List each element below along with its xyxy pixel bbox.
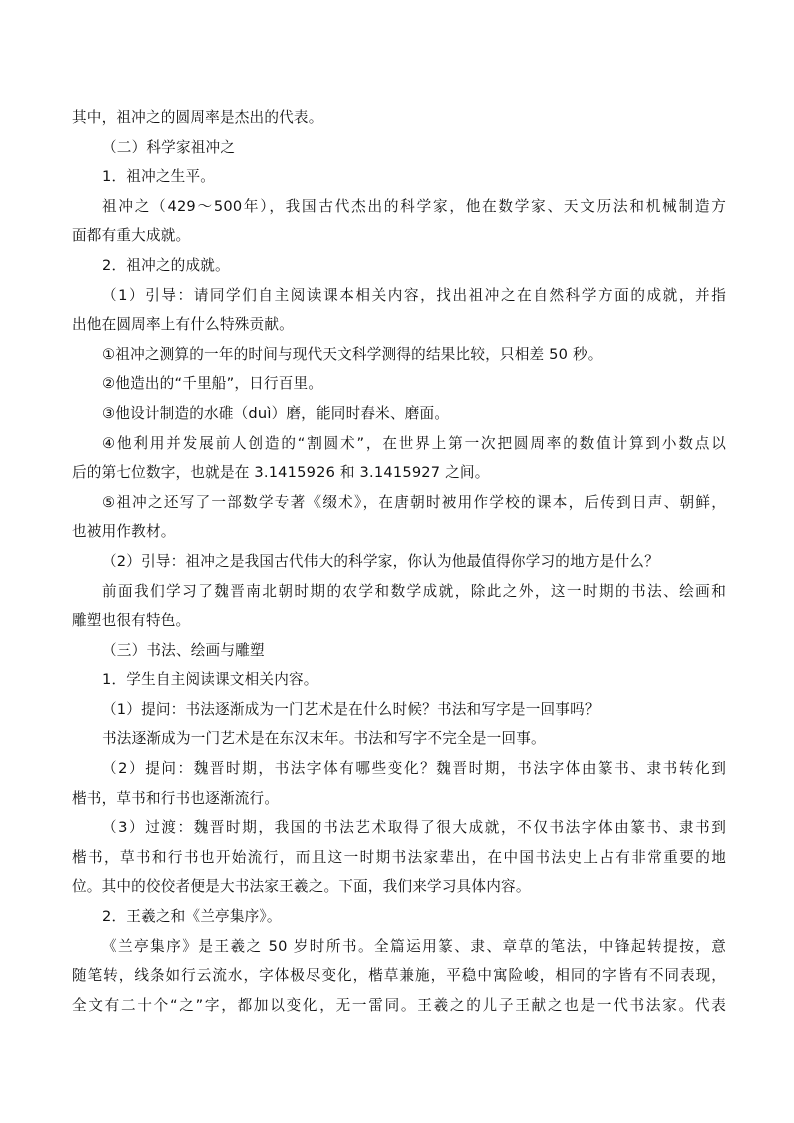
text-line: 1．学生自主阅读课文相关内容。	[102, 671, 319, 689]
text-line: （2）提问：魏晋时期，书法字体有哪些变化？魏晋时期，书法字体由篆书、隶书转化到	[102, 760, 726, 778]
text-line: 2．祖冲之的成就。	[102, 256, 230, 274]
text-line: （1）引导：请同学们自主阅读课本相关内容，找出祖冲之在自然科学方面的成就，并指	[102, 286, 726, 304]
text-line: 后的第七位数字，也就是在 3.1415926 和 3.1415927 之间。	[72, 464, 490, 482]
text-line: 楷书，草书和行书也逐渐流行。	[72, 789, 280, 807]
text-line: 其中，祖冲之的圆周率是杰出的代表。	[72, 109, 324, 126]
text-line: ①祖冲之测算的一年的时间与现代天文科学测得的结果比较，只相差 50 秒。	[102, 345, 603, 363]
text-line: （二）科学家祖冲之	[102, 138, 236, 156]
text-line: 祖冲之（429～500年），我国古代杰出的科学家，他在数学家、天文历法和机械制造方	[102, 197, 726, 215]
text-line: 前面我们学习了魏晋南北朝时期的农学和数学成就，除此之外，这一时期的书法、绘画和	[102, 582, 726, 600]
text-line: ②他造出的“千里船”，日行百里。	[102, 375, 324, 393]
text-line: 随笔转，线条如行云流水，字体极尽变化，楷草兼施，平稳中寓险峻，相同的字皆有不同表现，	[72, 967, 726, 985]
text-line: 全文有二十个“之”字，都加以变化，无一雷同。王羲之的儿子王献之也是一代书法家。代表	[72, 996, 726, 1014]
text-line: ③他设计制造的水碓（duì）磨，能同时舂米、磨面。	[102, 404, 450, 422]
text-line: 2．王羲之和《兰亭集序》。	[102, 908, 282, 926]
text-line: （三）书法、绘画与雕塑	[102, 641, 265, 659]
text-line: （2）引导：祖冲之是我国古代伟大的科学家，你认为他最值得你学习的地方是什么？	[102, 552, 659, 570]
text-line: 1．祖冲之生平。	[102, 168, 216, 186]
text-line: ⑤祖冲之还写了一部数学专著《缀术》，在唐朝时被用作学校的课本，后传到日声、朝鲜，	[102, 493, 726, 511]
text-line: ④他利用并发展前人创造的“割圆术”，在世界上第一次把圆周率的数值计算到小数点以	[102, 434, 726, 452]
text-line: 出他在圆周率上有什么特殊贡献。	[72, 316, 294, 334]
text-line: 《兰亭集序》是王羲之 50 岁时所书。全篇运用篆、隶、章草的笔法，中锋起转提按，意	[102, 937, 726, 955]
text-line: 书法逐渐成为一门艺术是在东汉末年。书法和写字不完全是一回事。	[102, 730, 546, 748]
text-line: 面都有重大成就。	[72, 227, 191, 245]
text-line: （3）过渡：魏晋时期，我国的书法艺术取得了很大成就，不仅书法字体由篆书、隶书到	[102, 819, 726, 837]
text-line: （1）提问：书法逐渐成为一门艺术是在什么时候？书法和写字是一回事吗？	[102, 700, 600, 718]
text-line: 位。其中的佼佼者便是大书法家王羲之。下面，我们来学习具体内容。	[72, 878, 531, 896]
text-line: 雕塑也很有特色。	[72, 612, 191, 630]
text-line: 楷书，草书和行书也开始流行，而且这一时期书法家辈出，在中国书法史上占有非常重要的地	[72, 848, 726, 866]
document-body	[72, 103, 726, 1020]
text-line: 也被用作教材。	[72, 523, 176, 541]
